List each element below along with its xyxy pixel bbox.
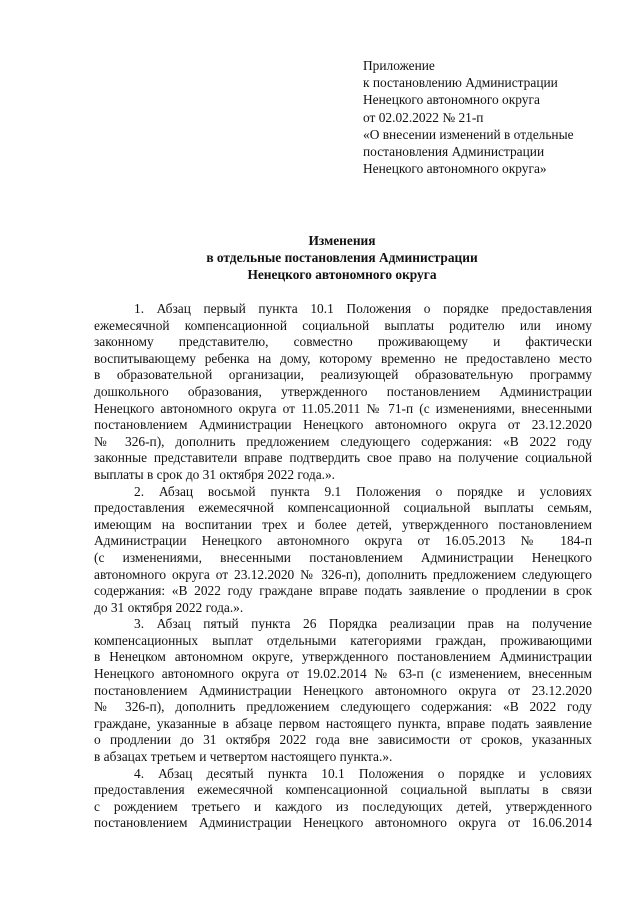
paragraph-line: в образовательной организации, реализующей образовательную программу [94,367,592,383]
paragraph-line: постановлением Администрации Ненецкого автономного округа от 23.12.2020 [94,417,592,433]
paragraph-line: законному представителю, совместно проживающему и фактически [94,334,592,350]
paragraph-1 [94,301,592,484]
paragraph-line: Администрации Ненецкого автономного округа от 16.05.2013 № 184-п [94,533,592,549]
appendix-line: постановления Администрации [363,144,545,160]
document-body [94,301,592,832]
title-line: в отдельные постановления Администрации [206,249,478,265]
paragraph-line: имеющим на воспитании трех и более детей, утвержденного постановлением [94,516,592,532]
paragraph-line: компенсационных выплат отдельными категориями граждан, проживающими [94,632,592,648]
paragraph-line: постановлением Администрации Ненецкого автономного округа от 23.12.2020 [94,682,592,698]
title-line: Ненецкого автономного округа [247,266,437,282]
paragraph-line: содержания: «В 2022 году граждане вправе подать заявление о продлении в срок [94,583,592,599]
paragraph-line: с рождением третьего и каждого из последующих детей, утвержденного [94,798,592,814]
paragraph-line: выплаты в срок до 31 октября 2022 года.». [94,466,336,482]
appendix-line: Ненецкого автономного округа» [363,161,547,177]
paragraph-line: в Ненецком автономном округе, утвержденного постановлением Администрации [94,649,592,665]
paragraph-line: 3. Абзац пятый пункта 26 Порядка реализации прав на получение [134,616,592,632]
paragraph-line: дошкольного образования, утвержденного постановлением Администрации [94,383,592,399]
title-line: Изменения [308,233,376,248]
paragraph-line: (с изменениями, внесенными постановлением Администрации Ненецкого [94,549,592,565]
appendix-line: Ненецкого автономного округа [363,92,540,108]
paragraph-line: до 31 октября 2022 года.». [94,599,244,615]
paragraph-line: воспитывающему ребенка на дому, которому временно не предоставлено место [94,350,592,366]
paragraph-line: предоставления ежемесячной компенсационной социальной выплаты в связи [94,782,592,798]
appendix-header [363,57,613,177]
appendix-line: к постановлению Администрации [363,75,558,91]
paragraph-line: ежемесячной компенсационной социальной выплаты родителю или иному [94,317,592,333]
paragraph-line: Ненецкого автономного округа от 11.05.2011 № 71-п (с изменениями, внесенными [94,400,592,416]
paragraph-line: граждане, указанные в абзаце первом настоящего пункта, вправе подать заявление [94,715,592,731]
paragraph-line: предоставления ежемесячной компенсационной социальной выплаты семьям, [94,500,592,516]
paragraph-line: № 326-п), дополнить предложением следующего содержания: «В 2022 году [94,699,592,715]
paragraph-line: № 326-п), дополнить предложением следующего содержания: «В 2022 году [94,433,592,449]
paragraph-2 [94,484,592,617]
appendix-line: Приложение [363,58,435,73]
paragraph-line: автономного округа от 23.12.2020 № 326-п), дополнить предложением следующего [94,566,592,582]
paragraph-line: Ненецкого автономного округа от 19.02.2014 № 63-п (с изменением, внесенным [94,666,592,682]
document-title [92,233,592,283]
paragraph-line: постановлением Администрации Ненецкого автономного округа от 16.06.2014 [94,815,592,831]
appendix-line: «О внесении изменений в отдельные [363,126,574,142]
paragraph-line: 2. Абзац восьмой пункта 9.1 Положения о порядке и условиях [134,483,592,499]
paragraph-4 [94,766,592,832]
paragraph-line: о продлении до 31 октября 2022 года вне зависимости от сроков, указанных [94,732,592,748]
paragraph-line: 1. Абзац первый пункта 10.1 Положения о порядке предоставления [134,301,592,316]
paragraph-3 [94,616,592,765]
paragraph-line: законные представители вправе подтвердить свое право на получение социальной [94,450,592,466]
appendix-line: от 02.02.2022 № 21-п [363,109,484,125]
paragraph-line: 4. Абзац десятый пункта 10.1 Положения о порядке и условиях [134,765,592,781]
paragraph-line: в абзацах третьем и четвертом настоящего пункта.». [94,749,393,765]
